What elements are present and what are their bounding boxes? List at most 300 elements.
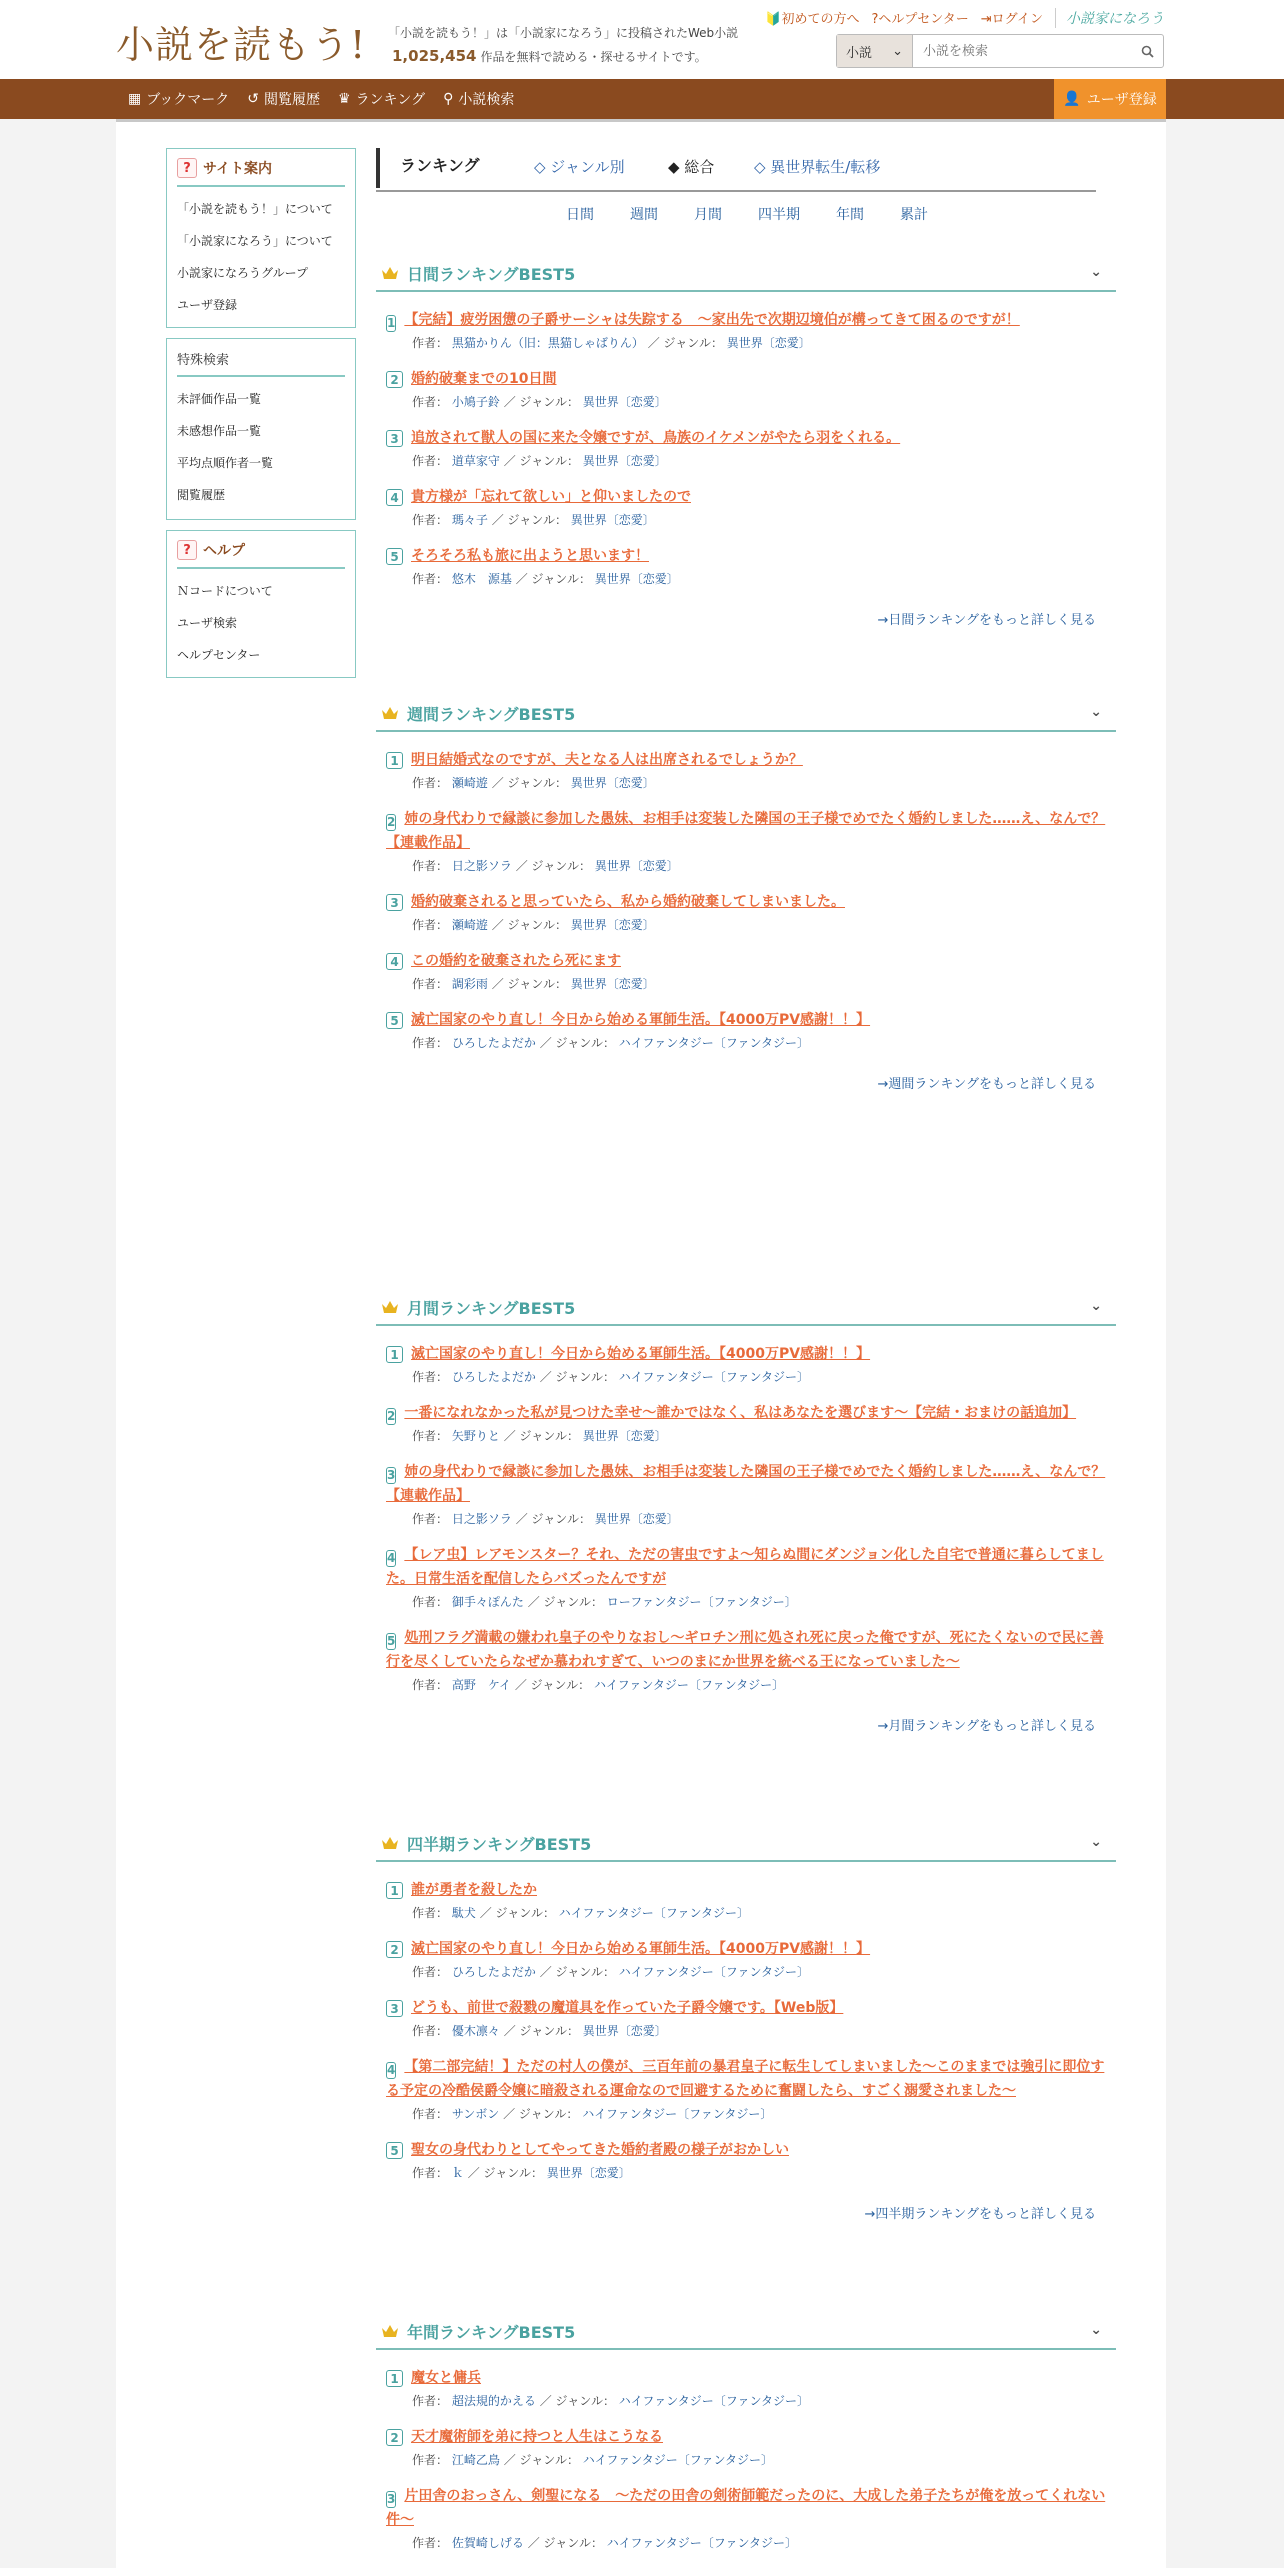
author-label: 作者：	[412, 572, 449, 586]
genre-label: ／ ジャンル：	[539, 1036, 615, 1050]
author-label: 作者：	[412, 1429, 449, 1443]
author-link[interactable]: 日之影ソラ	[451, 1512, 512, 1526]
ranking-item	[386, 485, 1116, 528]
novel-meta	[412, 1676, 1116, 1693]
author-label: 作者：	[412, 513, 449, 527]
ranking-item-title-line	[386, 1626, 1116, 1674]
rank-number: 1	[386, 1882, 403, 1899]
author-label: 作者：	[412, 2394, 449, 2408]
author-label: 作者：	[412, 454, 449, 468]
grid-icon: ▦	[128, 91, 142, 107]
ranking-section-title: 日間ランキングBEST5	[407, 264, 576, 284]
ranking-item-title-line	[386, 1401, 1116, 1425]
author-label: 作者：	[412, 2536, 449, 2550]
ranking-item-title-line	[386, 1008, 1116, 1032]
period-monthly[interactable]: 月間	[694, 207, 722, 223]
author-label: 作者：	[412, 2107, 449, 2121]
tab-overall[interactable]: ◆ 総合	[668, 158, 715, 176]
author-label: 作者：	[412, 2166, 449, 2180]
genre-link[interactable]: ハイファンタジー〔ファンタジー〕	[593, 1678, 785, 1692]
register-button[interactable]	[1054, 79, 1166, 119]
novel-title-link[interactable]: 滅亡国家のやり直し！今日から始める軍師生活。【4000万PV感謝！！】	[411, 1346, 871, 1362]
author-link[interactable]: 悠木 源基	[451, 572, 512, 586]
novel-meta	[412, 334, 1116, 351]
novel-title-link[interactable]: 【第二部完結！】ただの村人の僕が、三百年前の暴君皇子に転生してしまいました～このままでは強引に即位する予定の冷酷侯爵令嬢に暗殺される運命なので回避するために奮闘したら、すごく溺愛されました～	[386, 2059, 1105, 2099]
author-link[interactable]: 御手々ぽんた	[451, 1595, 524, 1609]
author-link[interactable]: 超法規的かえる	[451, 2394, 536, 2408]
novel-title-link[interactable]: 誰が勇者を殺したか	[411, 1882, 537, 1898]
genre-link[interactable]: 異世界〔恋愛〕	[582, 454, 667, 468]
author-link[interactable]: 高野 ケイ	[451, 1678, 512, 1692]
author-link[interactable]: 矢野りと	[451, 1429, 500, 1443]
user-icon: 👤	[1063, 91, 1081, 107]
genre-label: ／ ジャンル：	[539, 2394, 615, 2408]
ranking-item	[386, 1008, 1116, 1051]
genre-label: ／ ジャンル：	[503, 454, 579, 468]
genre-label: ／ ジャンル：	[527, 2536, 603, 2550]
rank-number: 5	[386, 1012, 403, 1029]
rank-number: 5	[386, 548, 403, 565]
sidebar-help-title	[177, 539, 345, 569]
rank-number: 4	[387, 1551, 396, 1565]
ranking-section-header[interactable]	[376, 256, 1116, 292]
genre-label: ／ ジャンル：	[515, 859, 591, 873]
sidebar-help-title-text: ヘルプ	[203, 543, 245, 559]
novel-title-link[interactable]: どうも、前世で殺戮の魔道具を作っていた子爵令嬢です。【Web版】	[411, 2000, 844, 2016]
ranking-section-header[interactable]	[376, 2314, 1116, 2350]
author-link[interactable]: 道草家守	[451, 454, 500, 468]
rank-number: 3	[386, 430, 403, 447]
nav-history-label: 閲覧履歴	[264, 92, 320, 108]
genre-link[interactable]: 異世界〔恋愛〕	[570, 918, 655, 932]
period-yearly[interactable]: 年間	[836, 207, 864, 223]
work-count-suffix: 作品を無料で読める・探せるサイトです。	[480, 50, 707, 64]
author-link[interactable]: 佐賀崎しげる	[451, 2536, 524, 2550]
author-label: 作者：	[412, 918, 449, 932]
sidebar-help	[166, 530, 356, 678]
work-count: 1,025,454	[392, 47, 477, 65]
crown-icon	[381, 266, 399, 280]
author-link[interactable]: サンボン	[451, 2107, 500, 2121]
author-label: 作者：	[412, 1965, 449, 1979]
ranking-section-title: 四半期ランキングBEST5	[407, 1834, 592, 1854]
top-header	[0, 0, 1284, 79]
ranking-item	[386, 367, 1116, 410]
search-bar	[836, 34, 1164, 68]
novel-meta	[412, 452, 1116, 469]
ranking-section	[376, 256, 1116, 628]
ranking-item-title-line	[386, 1878, 1116, 1902]
register-label: ユーザ登録	[1086, 92, 1157, 108]
genre-label: ／ ジャンル：	[491, 513, 567, 527]
author-link[interactable]: ひろしたよだか	[451, 1965, 536, 1979]
nav-divider	[116, 119, 1166, 135]
genre-link[interactable]: ハイファンタジー〔ファンタジー〕	[606, 2536, 797, 2550]
rank-number: 1	[386, 752, 403, 769]
novel-meta	[412, 916, 1116, 933]
novel-title-link[interactable]: 婚約破棄されると思っていたら、私から婚約破棄してしまいました。	[411, 894, 845, 910]
ranking-item-title-line	[386, 1996, 1116, 2020]
genre-label: ／ ジャンル：	[515, 572, 591, 586]
novel-title-link[interactable]: 片田舎のおっさん、剣聖になる ～ただの田舎の剣術師範だったのに、大成した弟子たちが俺を放ってくれない件～	[386, 2488, 1106, 2528]
novel-meta	[412, 1510, 1116, 1527]
sidebar-item[interactable]: Ｎコードについて	[177, 584, 273, 598]
sidebar-item[interactable]: 「小説家になろう」について	[177, 234, 333, 248]
author-link[interactable]: 瀬崎遊	[451, 918, 488, 932]
nav-ranking-label: ランキング	[355, 92, 426, 108]
work-count-line	[392, 47, 707, 65]
ranking-item-title-line	[386, 426, 1116, 450]
ranking-section-header[interactable]	[376, 1826, 1116, 1862]
search-input[interactable]	[913, 35, 1131, 67]
tab-isekai[interactable]: ◇ 異世界転生/転移	[754, 158, 881, 176]
ranking-item-title-line	[386, 2366, 1116, 2390]
rank-number: 3	[387, 2492, 396, 2506]
ranking-item	[386, 949, 1116, 992]
novel-title-link[interactable]: 天才魔術師を弟に持つと人生はこうなる	[411, 2429, 663, 2445]
ranking-item	[386, 308, 1116, 351]
sidebar-item[interactable]: 閲覧履歴	[177, 488, 226, 502]
genre-link[interactable]: ハイファンタジー〔ファンタジー〕	[618, 1370, 809, 1384]
rank-number: 3	[387, 1468, 396, 1482]
sidebar-item[interactable]: 平均点順作者一覧	[177, 456, 274, 470]
nav-search-label: 小説検索	[458, 92, 515, 108]
novel-title-link[interactable]: 姉の身代わりで縁談に参加した愚妹、お相手は変装した隣国の王子様でめでたく婚約しました……え、なんで？【連載作品】	[386, 811, 1106, 851]
ranking-section-title: 年間ランキングBEST5	[407, 2322, 576, 2342]
ranking-item-title-line	[386, 949, 1116, 973]
ranking-item	[386, 2055, 1116, 2122]
crown-icon: ♛	[338, 91, 351, 107]
author-label: 作者：	[412, 977, 449, 991]
nav-history[interactable]	[247, 89, 320, 109]
sidebar-special-title: 特殊検索	[177, 347, 345, 377]
author-label: 作者：	[412, 336, 449, 350]
genre-link[interactable]: 異世界〔恋愛〕	[582, 1429, 667, 1443]
novel-title-link[interactable]: 魔女と傭兵	[411, 2370, 481, 2386]
ranking-item-title-line	[386, 807, 1116, 855]
ranking-item-title-line	[386, 544, 1116, 568]
author-link[interactable]: 駄犬	[451, 1906, 476, 1920]
novel-title-link[interactable]: そろそろ私も旅に出ようと思います！	[411, 548, 649, 564]
novel-title-link[interactable]: 貴方様が「忘れて欲しい」と仰いましたので	[411, 489, 691, 505]
crown-icon	[381, 2324, 399, 2338]
novel-meta	[412, 1427, 1116, 1444]
genre-link[interactable]: 異世界〔恋愛〕	[594, 572, 679, 586]
novel-meta	[412, 511, 1116, 528]
genre-link[interactable]: ハイファンタジー〔ファンタジー〕	[618, 2394, 809, 2408]
genre-label: ／ ジャンル：	[479, 1906, 555, 1920]
ranking-item	[386, 1543, 1116, 1610]
author-label: 作者：	[412, 2024, 449, 2038]
login-link-label[interactable]: ログイン	[991, 12, 1043, 27]
ranking-item-title-line	[386, 2138, 1116, 2162]
sidebar-item[interactable]: 未感想作品一覧	[177, 424, 262, 438]
rank-number: 3	[386, 2000, 403, 2017]
genre-label: ／ ジャンル：	[539, 1965, 615, 1979]
rank-number: 2	[387, 815, 396, 829]
period-weekly[interactable]: 週間	[630, 207, 658, 223]
crown-icon	[381, 706, 399, 720]
novel-title-link[interactable]: 【レア虫】レアモンスター？それ、ただの害虫ですよ～知らぬ間にダンジョン化した自宅で普通に暮らしてました。日常生活を配信したらバズったんですが	[386, 1547, 1104, 1587]
sidebar-item[interactable]: ユーザ検索	[177, 616, 238, 630]
ranking-section	[376, 1826, 1116, 2222]
author-label: 作者：	[412, 395, 449, 409]
ranking-item	[386, 426, 1116, 469]
ranking-item	[386, 2366, 1116, 2409]
novel-meta	[412, 2164, 1116, 2181]
chevron-down-icon[interactable]: ⌄	[1090, 2322, 1102, 2338]
genre-link[interactable]: ハイファンタジー〔ファンタジー〕	[618, 1965, 809, 1979]
novel-title-link[interactable]: 姉の身代わりで縁談に参加した愚妹、お相手は変装した隣国の王子様でめでたく婚約しました……え、なんで？【連載作品】	[386, 1464, 1106, 1504]
nav-bookmark[interactable]	[128, 89, 229, 109]
chevron-down-icon[interactable]: ⌄	[1090, 1298, 1102, 1314]
novel-meta	[412, 2451, 1116, 2468]
novel-title-link[interactable]: 婚約破棄までの10日間	[411, 371, 557, 387]
novel-meta	[412, 2022, 1116, 2039]
author-label: 作者：	[412, 859, 449, 873]
genre-link[interactable]: 異世界〔恋愛〕	[594, 1512, 679, 1526]
narou-logo[interactable]: 小説家になろう	[1055, 8, 1164, 28]
novel-title-link[interactable]: この婚約を破棄されたら死にます	[411, 953, 621, 969]
sidebar-special-search	[166, 338, 356, 520]
novel-title-link[interactable]: 聖女の身代わりとしてやってきた婚約者殿の様子がおかしい	[411, 2142, 789, 2158]
rank-number: 4	[386, 489, 403, 506]
ranking-item	[386, 2425, 1116, 2468]
rank-number: 5	[386, 2142, 403, 2159]
search-icon	[1141, 45, 1154, 58]
genre-link[interactable]: ハイファンタジー〔ファンタジー〕	[618, 1036, 809, 1050]
genre-link[interactable]: 異世界〔恋愛〕	[546, 2166, 631, 2180]
genre-label: ／ ジャンル：	[503, 395, 579, 409]
author-label: 作者：	[412, 1370, 449, 1384]
site-tagline: 「小説を読もう！」は「小説家になろう」に投稿されたWeb小説	[388, 26, 739, 40]
ranking-item-title-line	[386, 1937, 1116, 1961]
author-link[interactable]: ひろしたよだか	[451, 1036, 536, 1050]
period-daily[interactable]: 日間	[566, 207, 594, 223]
novel-meta	[412, 975, 1116, 992]
novel-meta	[412, 1963, 1116, 1980]
chevron-down-icon[interactable]: ⌄	[1090, 1834, 1102, 1850]
ranking-title: ランキング	[376, 148, 480, 188]
novel-meta	[412, 1593, 1116, 1610]
genre-link[interactable]: 異世界〔恋愛〕	[582, 2024, 667, 2038]
sidebar-guide-title-text: サイト案内	[203, 161, 273, 177]
rank-number: 1	[386, 2370, 403, 2387]
novel-meta	[412, 1368, 1116, 1385]
genre-label: ／ ジャンル：	[503, 2453, 579, 2467]
ranking-item	[386, 1626, 1116, 1693]
ranking-item	[386, 544, 1116, 587]
search-button[interactable]	[1131, 35, 1163, 67]
tab-genre[interactable]: ◇ ジャンル別	[534, 158, 625, 176]
genre-link[interactable]: 異世界〔恋愛〕	[582, 395, 667, 409]
genre-label: ／ ジャンル：	[539, 1370, 615, 1384]
novel-meta	[412, 2392, 1116, 2409]
ranking-item	[386, 1937, 1116, 1980]
author-link[interactable]: 瑪々子	[451, 513, 488, 527]
rank-number: 5	[387, 1634, 396, 1648]
ranking-section-title: 週間ランキングBEST5	[407, 704, 576, 724]
novel-meta	[412, 857, 1116, 874]
genre-label: ／ ジャンル：	[503, 2024, 579, 2038]
beginner-link[interactable]: 🔰初めての方へ	[765, 12, 860, 27]
main-nav	[0, 79, 1284, 119]
author-link[interactable]: 優木凛々	[451, 2024, 500, 2038]
chevron-down-icon: ⌄	[892, 43, 903, 59]
sidebar-guide-title	[177, 157, 345, 187]
ranking-item-title-line	[386, 367, 1116, 391]
novel-meta	[412, 1904, 1116, 1921]
author-label: 作者：	[412, 1906, 449, 1920]
novel-meta	[412, 774, 1116, 791]
novel-title-link[interactable]: 滅亡国家のやり直し！今日から始める軍師生活。【4000万PV感謝！！】	[411, 1012, 871, 1028]
genre-label: ／ ジャンル：	[491, 977, 567, 991]
novel-title-link[interactable]: 明日結婚式なのですが、夫となる人は出席されるでしょうか？	[411, 752, 803, 768]
period-quarterly[interactable]: 四半期	[758, 207, 800, 223]
search-icon: ⚲	[443, 91, 454, 107]
nav-ranking[interactable]	[338, 89, 425, 109]
novel-title-link[interactable]: 滅亡国家のやり直し！今日から始める軍師生活。【4000万PV感謝！！】	[411, 1941, 871, 1957]
genre-link[interactable]: 異世界〔恋愛〕	[726, 336, 811, 350]
author-link[interactable]: 黒猫かりん（旧：黒猫しゃばりん）	[451, 336, 644, 350]
top-links	[765, 8, 1164, 28]
genre-label: ／ ジャンル：	[503, 1429, 579, 1443]
rank-number: 3	[386, 894, 403, 911]
login-icon: ⇥	[980, 12, 992, 27]
ranking-section-title: 月間ランキングBEST5	[407, 1298, 576, 1318]
rank-number: 2	[386, 1941, 403, 1958]
ranking-item-title-line	[386, 308, 1116, 332]
rank-number: 2	[386, 2429, 403, 2446]
ranking-item	[386, 1996, 1116, 2039]
sidebar-item[interactable]: 未評価作品一覧	[177, 392, 262, 406]
ranking-item	[386, 807, 1116, 874]
ranking-item	[386, 1878, 1116, 1921]
rank-number: 2	[387, 1409, 396, 1423]
ranking-section-header[interactable]	[376, 696, 1116, 732]
genre-label: ／ ジャンル：	[527, 1595, 603, 1609]
genre-link[interactable]: 異世界〔恋愛〕	[570, 977, 655, 991]
help-center-link-label[interactable]: ヘルプセンター	[878, 12, 969, 27]
novel-meta	[412, 1034, 1116, 1051]
genre-link[interactable]: 異世界〔恋愛〕	[570, 513, 655, 527]
author-label: 作者：	[412, 776, 449, 790]
author-link[interactable]: ｋ	[451, 2166, 464, 2180]
genre-link[interactable]: ハイファンタジー〔ファンタジー〕	[558, 1906, 749, 1920]
more-ranking-link[interactable]: →四半期ランキングをもっと詳しく見る	[864, 2207, 1096, 2222]
history-icon: ↺	[247, 91, 259, 107]
ranking-item-title-line	[386, 2425, 1116, 2449]
ranking-item-title-line	[386, 1460, 1116, 1508]
chevron-down-icon[interactable]: ⌄	[1090, 704, 1102, 720]
novel-meta	[412, 2534, 1116, 2551]
sidebar-item[interactable]: 小説家になろうグループ	[177, 266, 309, 280]
ranking-item	[386, 1342, 1116, 1385]
novel-meta	[412, 2105, 1116, 2122]
genre-label: ／ ジャンル：	[491, 918, 567, 932]
period-total[interactable]: 累計	[900, 207, 928, 223]
novel-title-link[interactable]: 【完結】疲労困憊の子爵サーシャは失踪する 〜家出先で次期辺境伯が構ってきて困るのですが！	[404, 312, 1020, 328]
genre-link[interactable]: 異世界〔恋愛〕	[594, 859, 679, 873]
ranking-section	[376, 1290, 1116, 1734]
sidebar-item[interactable]: ユーザ登録	[177, 298, 238, 312]
genre-link[interactable]: ハイファンタジー〔ファンタジー〕	[582, 2107, 773, 2121]
author-label: 作者：	[412, 1678, 449, 1692]
beginner-link-label[interactable]: 初めての方へ	[781, 12, 860, 27]
crown-icon	[381, 1836, 399, 1850]
ranking-item	[386, 890, 1116, 933]
author-link[interactable]: 瀬崎遊	[451, 776, 488, 790]
ranking-section	[376, 2314, 1116, 2551]
chevron-down-icon[interactable]: ⌄	[1090, 264, 1102, 280]
author-label: 作者：	[412, 1595, 449, 1609]
more-ranking-link[interactable]: →日間ランキングをもっと詳しく見る	[877, 613, 1096, 628]
genre-label: ／ ジャンル：	[647, 336, 723, 350]
help-icon: ?	[177, 158, 197, 178]
author-label: 作者：	[412, 1512, 449, 1526]
author-link[interactable]: 小鳩子鈴	[451, 395, 500, 409]
ranking-item-title-line	[386, 485, 1116, 509]
genre-label: ／ ジャンル：	[503, 2107, 579, 2121]
genre-link[interactable]: 異世界〔恋愛〕	[570, 776, 655, 790]
novel-title-link[interactable]: 追放されて獣人の国に来た令嬢ですが、鳥族のイケメンがやたら羽をくれる。	[411, 430, 901, 446]
ranking-item-title-line	[386, 2484, 1116, 2532]
author-link[interactable]: 日之影ソラ	[451, 859, 512, 873]
ranking-item-title-line	[386, 2055, 1116, 2103]
help-center-link[interactable]: ?ヘルプセンター	[871, 12, 969, 27]
genre-link[interactable]: ハイファンタジー〔ファンタジー〕	[582, 2453, 773, 2467]
sidebar-item[interactable]: ヘルプセンター	[177, 648, 261, 662]
author-link[interactable]: ひろしたよだか	[451, 1370, 536, 1384]
ranking-item-title-line	[386, 1342, 1116, 1366]
genre-label: ／ ジャンル：	[491, 776, 567, 790]
ranking-item-title-line	[386, 748, 1116, 772]
help-icon: ?	[177, 540, 197, 560]
ranking-section	[376, 696, 1116, 1092]
ranking-item-title-line	[386, 890, 1116, 914]
novel-title-link[interactable]: 一番になれなかった私が見つけた幸せ〜誰かではなく、私はあなたを選びます〜【完結・おまけの話追加】	[404, 1405, 1077, 1421]
genre-link[interactable]: ローファンタジー〔ファンタジー〕	[606, 1595, 797, 1609]
nav-bookmark-label: ブックマーク	[146, 92, 230, 108]
novel-meta	[412, 393, 1116, 410]
author-label: 作者：	[412, 1036, 449, 1050]
period-links	[566, 204, 928, 224]
sidebar-guide	[166, 148, 356, 328]
rank-number: 1	[386, 1346, 403, 1363]
login-link[interactable]	[981, 8, 1043, 28]
site-logo[interactable]: 小説を読もう!	[116, 23, 367, 67]
ranking-item	[386, 748, 1116, 791]
genre-label: ／ ジャンル：	[467, 2166, 543, 2180]
genre-label: ／ ジャンル：	[515, 1512, 591, 1526]
search-category-select[interactable]	[837, 35, 913, 67]
author-link[interactable]: 調彩雨	[451, 977, 488, 991]
rank-number: 2	[386, 371, 403, 388]
sidebar-item[interactable]: 「小説を読もう！」について	[177, 202, 333, 216]
ranking-item	[386, 1460, 1116, 1527]
nav-search[interactable]	[443, 89, 514, 109]
novel-title-link[interactable]: 処刑フラグ満載の嫌われ皇子のやりなおし～ギロチン刑に処され死に戻った俺ですが、死にたくないので民に善行を尽くしていたらなぜか慕われすぎて、いつのまにか世界を統べる王になっていました～	[386, 1630, 1104, 1670]
rank-number: 1	[387, 316, 396, 330]
crown-icon	[381, 1300, 399, 1314]
novel-meta	[412, 570, 1116, 587]
ranking-section-header[interactable]	[376, 1290, 1116, 1326]
more-ranking-link[interactable]: →月間ランキングをもっと詳しく見る	[877, 1719, 1096, 1734]
author-link[interactable]: 江崎乙鳥	[451, 2453, 500, 2467]
search-category-value: 小説	[846, 45, 873, 61]
rank-number: 4	[387, 2063, 396, 2077]
more-ranking-link[interactable]: →週間ランキングをもっと詳しく見る	[877, 1077, 1096, 1092]
